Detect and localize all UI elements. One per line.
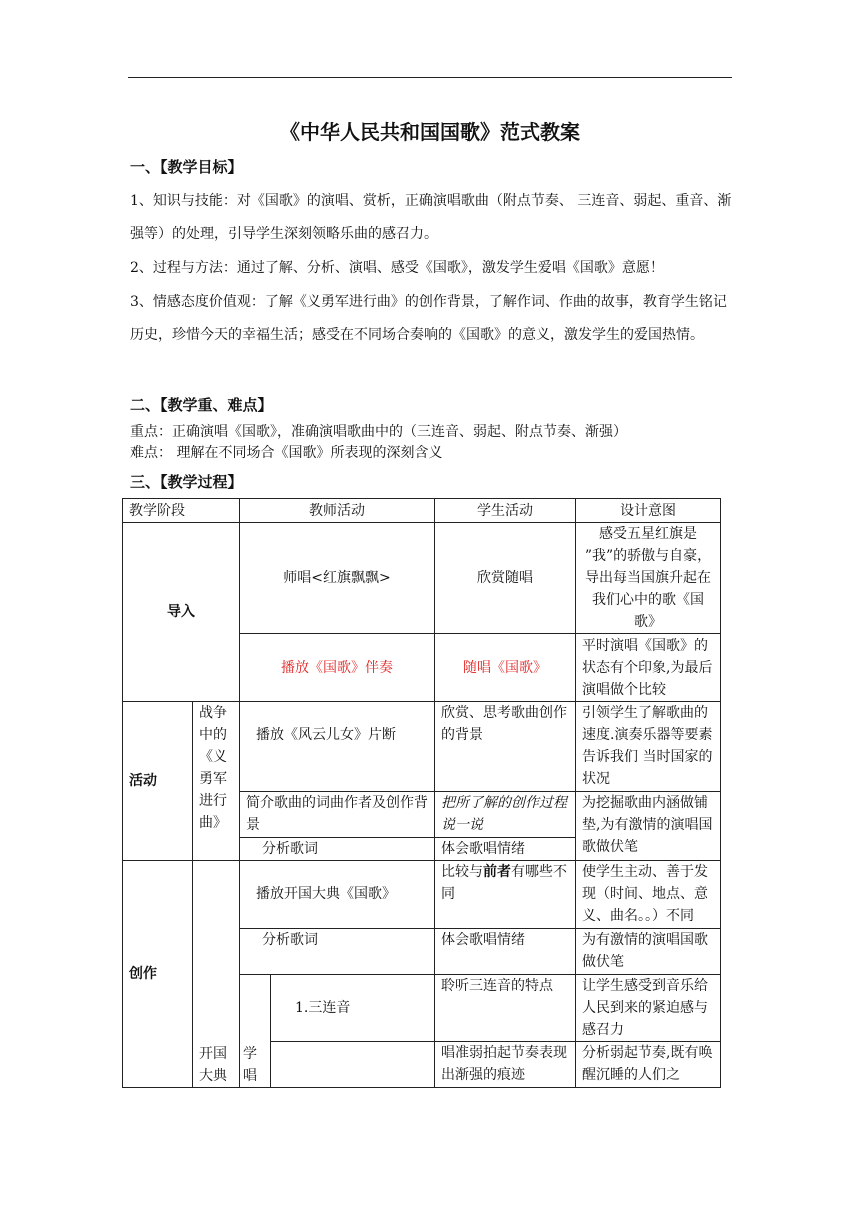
student-text: 有哪些不同 [441, 864, 567, 902]
sub-stage-learn: 学唱 [240, 975, 271, 1088]
header-rule [128, 77, 732, 78]
stage-create: 创作 [123, 861, 193, 1088]
student-cell: 唱准弱拍起节奏表现出渐强的痕迹 [435, 1042, 576, 1088]
student-cell: 欣赏、思考歌曲创作的背景 [435, 702, 576, 792]
intent-cell: 让学生感受到音乐给人民到来的紧迫感与感召力 [576, 975, 721, 1042]
student-cell: 聆听三连音的特点 [435, 975, 576, 1042]
intent-cell: 分析弱起节奏,既有唤醒沉睡的人们之 [576, 1042, 721, 1088]
teacher-cell: 1.三连音 [271, 975, 435, 1042]
student-cell: 欣赏随唱 [435, 523, 576, 634]
student-cell: 体会歌唱情绪 [435, 929, 576, 975]
difficult-point: 难点： 理解在不同场合《国歌》所表现的深刻含义 [130, 445, 443, 461]
teacher-cell: 师唱<红旗飘飘> [240, 523, 435, 634]
table-header-row [123, 499, 721, 523]
section-heading-keypoints: 二、【教学重、难点】 [130, 396, 273, 414]
stage-intro: 导入 [123, 523, 240, 702]
teacher-cell: 分析歌词 [240, 929, 435, 975]
section-heading-process: 三、【教学过程】 [130, 473, 243, 491]
key-point: 重点：正确演唱《国歌》，准确演唱歌曲中的（三连音、弱起、附点节奏、渐强） [130, 424, 627, 440]
header-stage: 教学阶段 [123, 499, 240, 523]
header-student: 学生活动 [435, 499, 576, 523]
intent-cell: 为挖掘歌曲内涵做铺垫,为有激情的演唱国歌做伏笔 [576, 792, 721, 861]
goal-item-1: 1、知识与技能：对《国歌》的演唱、赏析，正确演唱歌曲（附点节奏、 三连音、弱起、重音、渐强等）的处理，引导学生深刻领略乐曲的感召力。 [130, 193, 732, 242]
goal-item-2: 2、过程与方法：通过了解、分析、演唱、感受《国歌》，激发学生爱唱《国歌》意愿！ [130, 260, 664, 276]
table-row [123, 702, 721, 792]
intent-cell: 为有激情的演唱国歌做伏笔 [576, 929, 721, 975]
student-text-bold: 前者 [483, 864, 511, 880]
table-row [123, 523, 721, 634]
section-heading-goals: 一、【教学目标】 [130, 158, 243, 176]
student-cell: 体会歌唱情绪 [435, 838, 576, 861]
document-title: 《中华人民共和国国歌》范式教案 [280, 120, 580, 144]
intent-cell: 引领学生了解歌曲的速度.演奏乐器等要素告诉我们 当时国家的状况 [576, 702, 721, 792]
lesson-table [122, 498, 721, 1088]
teacher-cell [271, 1042, 435, 1088]
teacher-cell: 播放开国大典《国歌》 [240, 861, 435, 929]
teacher-cell: 分析歌词 [240, 838, 435, 861]
teacher-cell: 播放《风云儿女》片断 [240, 702, 435, 792]
student-cell: 随唱《国歌》 [435, 634, 576, 702]
student-text: 比较与 [441, 864, 483, 880]
student-cell: 把所了解的创作过程说一说 [435, 792, 576, 838]
sub-stage-war: 战争中的《义勇军进行曲》 [193, 702, 240, 861]
sub-stage-founding: 开国大典 [193, 861, 240, 1088]
teacher-cell: 播放《国歌》伴奏 [240, 634, 435, 702]
intent-cell: 平时演唱《国歌》的状态有个印象,为最后演唱做个比较 [576, 634, 721, 702]
student-cell [435, 861, 576, 929]
intent-cell: 感受五星红旗是 ”我”的骄傲与自豪， 导出每当国旗升起在我们心中的歌《国歌》 [576, 523, 721, 634]
table-row [123, 861, 721, 929]
stage-activity: 活动 [123, 702, 193, 861]
intent-cell: 使学生主动、善于发现（时间、地点、意义、曲名。。）不同 [576, 861, 721, 929]
header-intent: 设计意图 [576, 499, 721, 523]
header-teacher: 教师活动 [240, 499, 435, 523]
teacher-cell: 简介歌曲的词曲作者及创作背景 [240, 792, 435, 838]
goal-item-3: 3、情感态度价值观：了解《义勇军进行曲》的创作背景，了解作词、作曲的故事，教育学生铭记历史，珍惜今天的幸福生活；感受在不同场合奏响的《国歌》的意义，激发学生的爱国热情。 [130, 294, 727, 343]
